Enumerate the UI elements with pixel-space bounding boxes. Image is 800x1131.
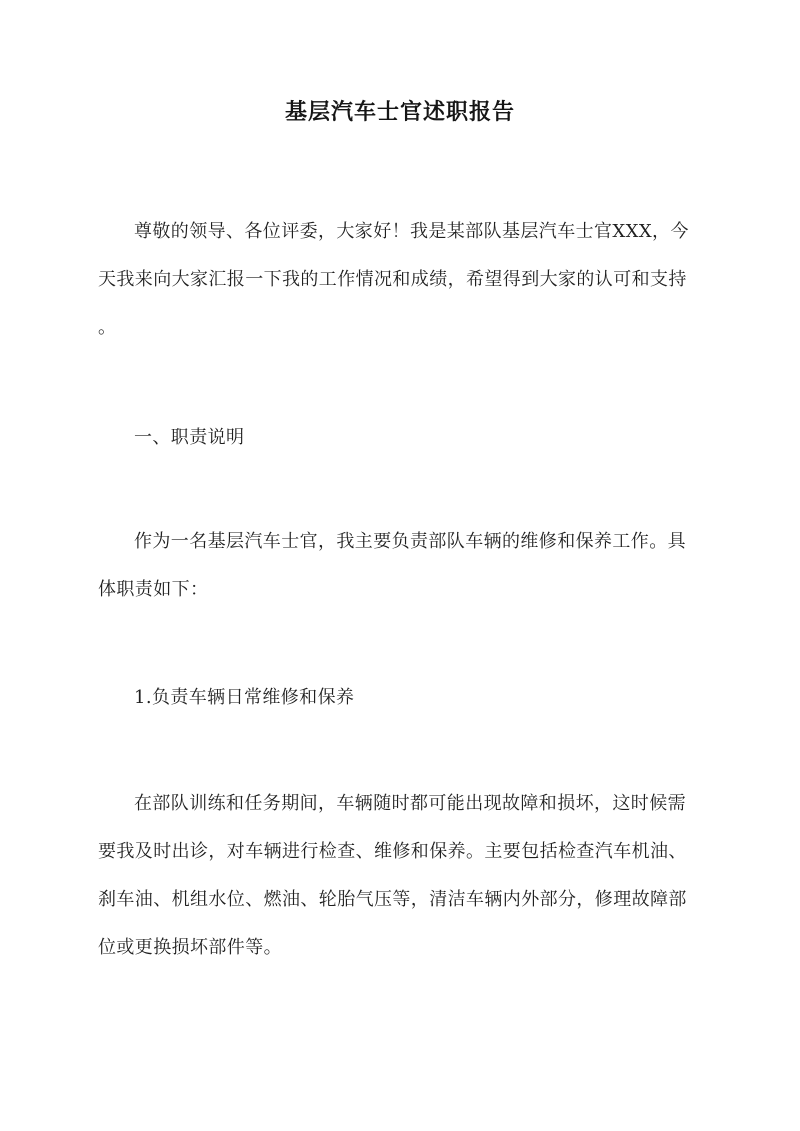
item-body-line-3: 刹车油、机组水位、燃油、轮胎气压等，清洁车辆内外部分，修理故障部 xyxy=(98,889,687,910)
section-heading-duties: 一、职责说明 xyxy=(134,427,245,448)
item-body-line-4: 位或更换损坏部件等。 xyxy=(98,937,282,958)
intro-line-3: 。 xyxy=(98,317,117,338)
item-heading-daily-maintenance: 1.负责车辆日常维修和保养 xyxy=(134,687,355,708)
item-body-line-2: 要我及时出诊，对车辆进行检查、维修和保养。主要包括检查汽车机油、 xyxy=(98,841,687,862)
duties-intro-line-1: 作为一名基层汽车士官，我主要负责部队车辆的维修和保养工作。具 xyxy=(134,531,686,552)
duties-intro-line-2: 体职责如下： xyxy=(98,579,209,600)
intro-line-2: 天我来向大家汇报一下我的工作情况和成绩，希望得到大家的认可和支持 xyxy=(98,269,687,290)
intro-line-1: 尊敬的领导、各位评委，大家好！我是某部队基层汽车士官XXX，今 xyxy=(134,221,689,242)
item-body-line-1: 在部队训练和任务期间，车辆随时都可能出现故障和损坏，这时候需 xyxy=(134,793,686,814)
document-title: 基层汽车士官述职报告 xyxy=(284,99,515,125)
